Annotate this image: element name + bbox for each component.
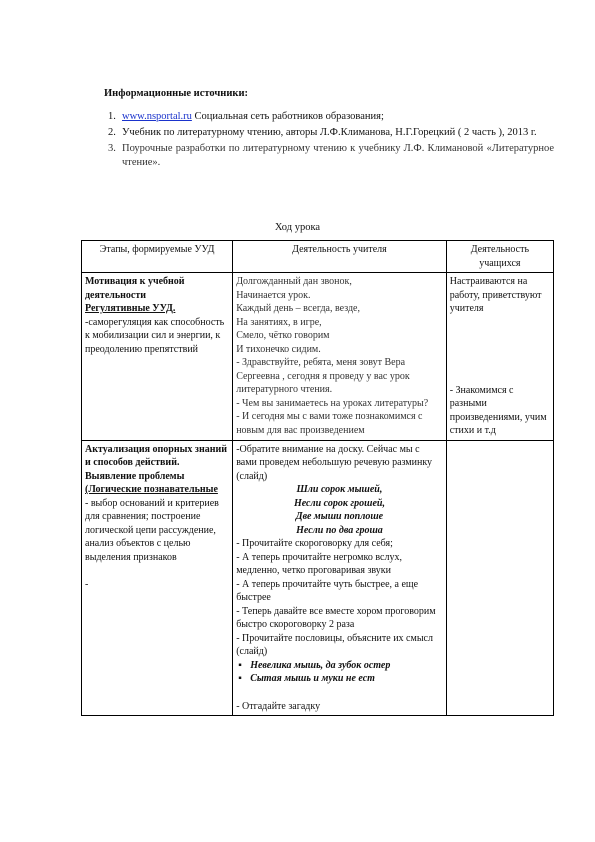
teacher-line: - Прочитайте пословицы, объясните их смысл (слайд): [236, 632, 433, 657]
teacher-line: - А теперь прочитайте чуть быстрее, а еще быстрее: [236, 578, 419, 603]
source-number: 2.: [108, 127, 116, 138]
source-text: Учебник по литературному чтению, авторы Л.Ф.Климанова, Н.Г.Горецкий ( 2 часть ), 2013 г.: [122, 127, 537, 138]
tongue-twister-line: Несли сорок грошей,: [293, 497, 385, 509]
stage-subtitle: (Логические познавательные: [85, 484, 218, 495]
students-cell: [446, 273, 553, 441]
teacher-line: Долгожданный дан звонок,: [236, 276, 352, 287]
source-item: [108, 142, 554, 170]
teacher-line: - И сегодня мы с вами тоже познакомимся с новым для вас произведением: [236, 411, 423, 436]
students-text: - Знакомимся с разными произведениями, учим стихи и т.д: [449, 384, 547, 436]
students-cell: [446, 440, 553, 716]
teacher-line: Начинается урок.: [236, 289, 311, 301]
teacher-line: Смело, чётко говорим: [236, 330, 330, 341]
proverb-item: ▪ Невелика мышь, да зубок остер: [236, 659, 443, 673]
stage-title: Мотивация к учебной деятельности: [85, 276, 185, 301]
teacher-cell: [233, 273, 447, 441]
stage-cell: [82, 440, 233, 716]
table-row: [82, 273, 554, 441]
source-item: [108, 126, 554, 140]
source-link[interactable]: www.nsportal.ru: [122, 111, 192, 122]
students-text: Настраиваются на работу, приветствуют учителя: [449, 276, 542, 314]
teacher-line: - Отгадайте загадку: [236, 700, 321, 712]
lesson-caption: Ход урока: [274, 222, 321, 233]
teacher-line: - Чем вы занимаетесь на уроках литературы?: [236, 397, 429, 409]
sources-list: [108, 110, 554, 172]
source-number: 1.: [108, 111, 116, 122]
stage-text: -саморегуляция как способность к мобилизации сил и энергии, к преодолению препятствий: [85, 316, 225, 355]
tongue-twister-line: Две мыши поплоше: [295, 511, 384, 522]
tongue-twister-line: Несли по два гроша: [296, 524, 383, 536]
stage-title: Актуализация опорных знаний и способов действий.: [85, 443, 228, 468]
header-students: Деятельность учащихся: [446, 241, 553, 273]
tongue-twister-line: Шли сорок мышей,: [296, 484, 383, 495]
teacher-line: И тихонечко сидим.: [236, 343, 321, 355]
stage-cell: [82, 273, 233, 441]
source-item: [108, 110, 554, 124]
source-number: 3.: [108, 143, 116, 154]
teacher-line: На занятиях, в игре,: [236, 316, 322, 328]
table-header-row: [82, 241, 554, 273]
table-row: [82, 440, 554, 716]
teacher-line: Каждый день – всегда, везде,: [236, 303, 360, 314]
stage-subtitle: Регулятивные УУД.: [85, 303, 176, 314]
source-text: Социальная сеть работников образования;: [191, 111, 384, 122]
header-stages: Этапы, формируемые УУД: [82, 241, 233, 273]
teacher-line: - Прочитайте скороговорку для себя;: [236, 538, 393, 549]
teacher-line: - Здравствуйте, ребята, меня зовут Вера Сергеевна , сегодня я проведу у вас урок литературного чтения.: [236, 357, 410, 395]
stage-text: -: [85, 579, 89, 590]
source-text: Поурочные разработки по литературному чтению к учебнику Л.Ф. Климановой «Литературное чтение».: [122, 143, 554, 168]
proverb-item: ▪ Сытая мышь и муки не ест: [236, 672, 443, 686]
stage-subtitle: Выявление проблемы: [85, 470, 185, 482]
teacher-line: - А теперь прочитайте негромко вслух, медленно, четко проговаривая звуки: [236, 551, 402, 576]
lesson-table: [81, 240, 554, 716]
teacher-line: -Обратите внимание на доску. Сейчас мы с вами проведем небольшую речевую разминку (слайд): [236, 443, 433, 482]
teacher-line: - Теперь давайте все вместе хором проговорим быстро скороговорку 2 раза: [236, 605, 436, 630]
stage-text: - выбор оснований и критериев для сравнения; построение логической цепи рассуждение, анализ объектов с целью выделения признаков: [85, 497, 219, 563]
header-teacher: Деятельность учителя: [233, 241, 447, 273]
teacher-cell: [233, 440, 447, 716]
sources-heading: Информационные источники:: [104, 88, 249, 99]
